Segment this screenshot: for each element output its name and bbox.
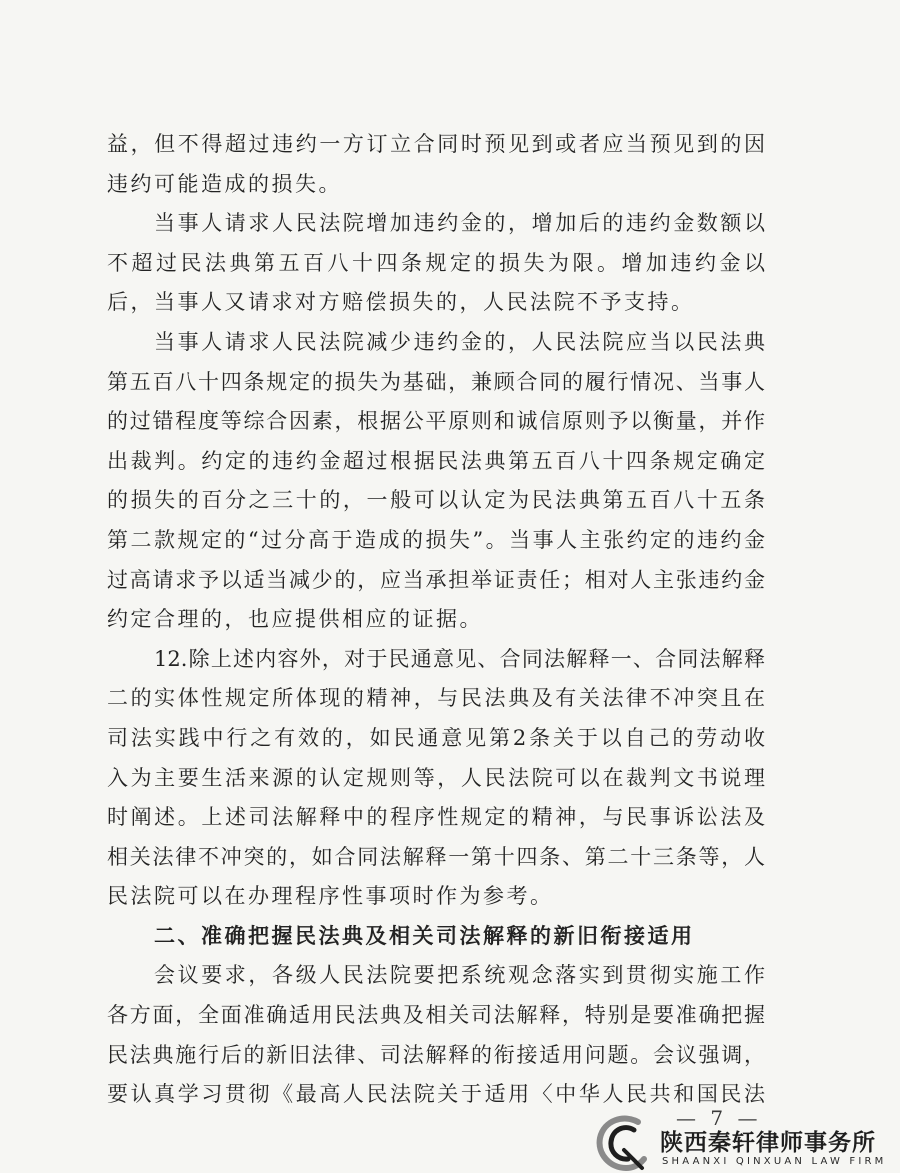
paragraph-line: 入为主要生活来源的认定规则等，人民法院可以在裁判文书说理 (107, 765, 765, 790)
paragraph-line: 各方面，全面准确适用民法典及相关司法解释，特别是要准确把握 (107, 1003, 765, 1028)
paragraph-line: 不超过民法典第五百八十四条规定的损失为限。增加违约金以 (107, 250, 765, 275)
paragraph-line: 民法典施行后的新旧法律、司法解释的衔接适用问题。会议强调， (107, 1042, 765, 1067)
paragraph-line: 益，但不得超过违约一方订立合同时预见到或者应当预见到的因 (107, 132, 765, 156)
paragraph-line: 时阐述。上述司法解释中的程序性规定的精神，与民事诉讼法及 (107, 805, 765, 830)
paragraph-line: 出裁判。约定的违约金超过根据民法典第五百八十四条规定确定 (107, 448, 765, 473)
paragraph-line: 约定合理的，也应提供相应的证据。 (107, 607, 483, 632)
law-firm-name-en: SHAANXI QINXUAN LAW FIRM (662, 1156, 887, 1167)
paragraph-line: 第二款规定的“过分高于造成的损失”。当事人主张约定的违约金 (107, 527, 765, 552)
document-body (107, 125, 765, 1115)
page-number: — 7 — (676, 1106, 762, 1130)
paragraph-line: 相关法律不冲突的，如合同法解释一第十四条、第二十三条等，人 (107, 844, 765, 869)
paragraph-line: 司法实践中行之有效的，如民通意见第2条关于以自己的劳动收 (107, 725, 765, 750)
paragraph-line: 过高请求予以适当减少的，应当承担举证责任；相对人主张违约金 (107, 567, 765, 592)
law-firm-logo (594, 1114, 887, 1172)
paragraph-line: 的损失的百分之三十的，一般可以认定为民法典第五百八十五条 (107, 488, 765, 513)
paragraph-line: 第五百八十四条规定的损失为基础，兼顾合同的履行情况、当事人 (107, 369, 765, 394)
law-firm-name-cn: 陕西秦轩律师事务所 (660, 1130, 876, 1156)
paragraph-line: 当事人请求人民法院增加违约金的，增加后的违约金数额以 (154, 211, 765, 236)
paragraph-line: 民法院可以在办理程序性事项时作为参考。 (107, 884, 554, 909)
law-firm-swoosh-icon (594, 1114, 654, 1172)
paragraph-line: 会议要求，各级人民法院要把系统观念落实到贯彻实施工作 (154, 963, 765, 988)
section-heading: 二、准确把握民法典及相关司法解释的新旧衔接适用 (154, 923, 695, 948)
paragraph-line: 当事人请求人民法院减少违约金的，人民法院应当以民法典 (154, 329, 765, 354)
paragraph-line: 12.除上述内容外，对于民通意见、合同法解释一、合同法解释 (154, 646, 765, 671)
paragraph-line: 要认真学习贯彻《最高人民法院关于适用〈中华人民共和国民法 (107, 1082, 765, 1107)
paragraph-line: 违约可能造成的损失。 (107, 171, 342, 196)
paragraph-line: 的过错程度等综合因素，根据公平原则和诚信原则予以衡量，并作 (107, 409, 765, 434)
paragraph-line: 后，当事人又请求对方赔偿损失的，人民法院不予支持。 (107, 290, 695, 315)
paragraph-line: 二的实体性规定所体现的精神，与民法典及有关法律不冲突且在 (107, 686, 765, 711)
